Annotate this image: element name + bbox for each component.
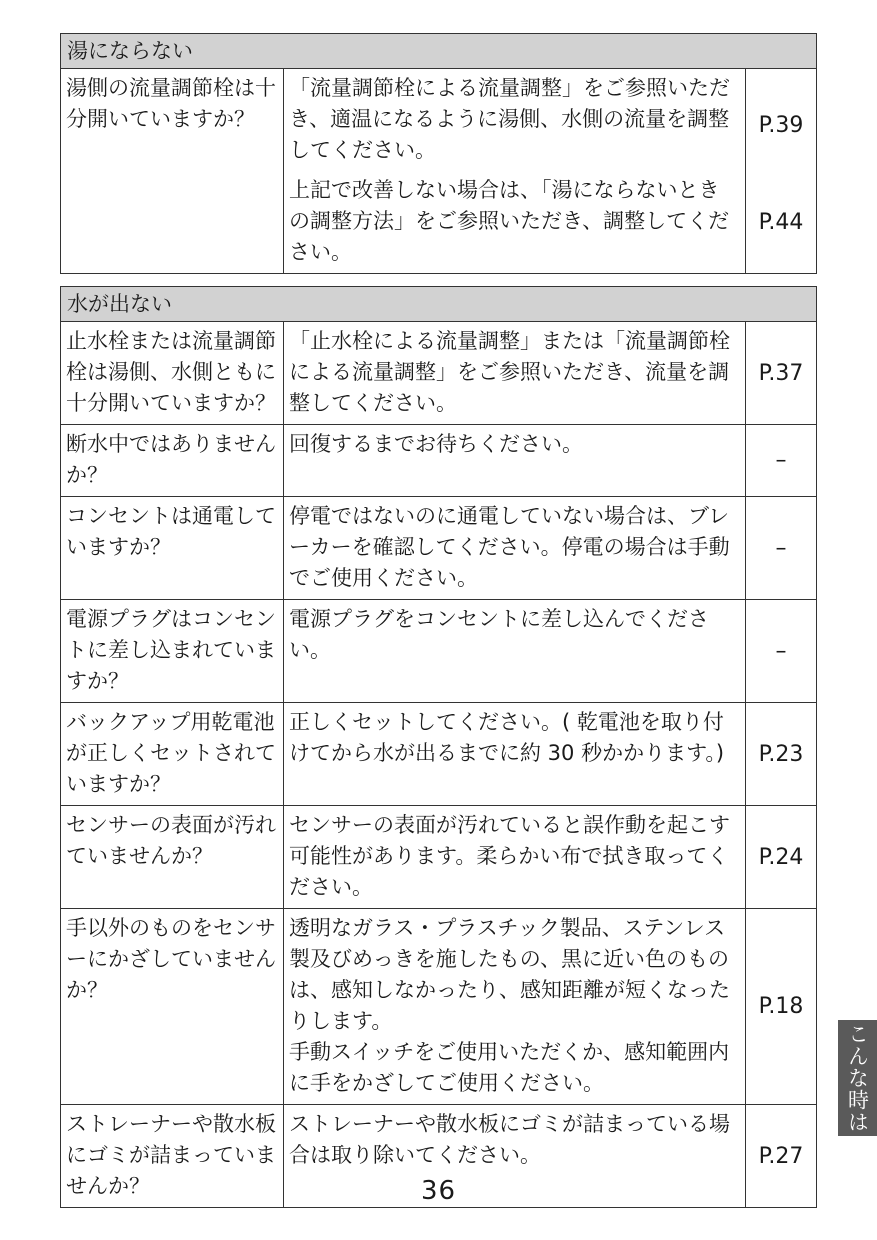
question-cell: ストレーナーや散水板にゴミが詰まっていませんか？ xyxy=(61,1105,284,1208)
question-cell: 止水栓または流量調節栓は湯側、水側ともに十分開いていますか？ xyxy=(61,322,284,425)
troubleshooting-table-no-water xyxy=(60,286,817,1208)
question-cell: 電源プラグはコンセントに差し込まれていますか？ xyxy=(61,600,284,703)
remedy-cell: 上記で改善しない場合は、「湯にならないときの調整方法」をご参照いただき、調整してください。 xyxy=(284,171,746,274)
table-row xyxy=(61,322,817,425)
question-cell: コンセントは通電していますか？ xyxy=(61,497,284,600)
remedy-cell: センサーの表面が汚れていると誤作動を起こす可能性があります。柔らかい布で拭き取ってください。 xyxy=(284,806,746,909)
remedy-cell xyxy=(284,909,746,1105)
remedy-cell: 回復するまでお待ちください。 xyxy=(284,425,746,497)
remedy-cell: 正しくセットしてください。( 乾電池を取り付けてから水が出るまでに約 30 秒かかります。) xyxy=(284,703,746,806)
remedy-cell: 電源プラグをコンセントに差し込んでください。 xyxy=(284,600,746,703)
question-cell: センサーの表面が汚れていませんか？ xyxy=(61,806,284,909)
troubleshooting-table-no-hot-water xyxy=(60,33,817,274)
page-reference: P.37 xyxy=(746,322,817,425)
remedy-cell: 停電ではないのに通電していない場合は、ブレーカーを確認してください。停電の場合は手動でご使用ください。 xyxy=(284,497,746,600)
question-cell: 湯側の流量調節栓は十分開いていますか？ xyxy=(61,69,284,274)
page-reference: P.24 xyxy=(746,806,817,909)
page-reference: P.18 xyxy=(746,909,817,1105)
table-row xyxy=(61,703,817,806)
table-row xyxy=(61,600,817,703)
question-cell: 断水中ではありませんか？ xyxy=(61,425,284,497)
table-row xyxy=(61,425,817,497)
page-reference: P.27 xyxy=(746,1105,817,1208)
page-reference: – xyxy=(746,600,817,703)
remedy-cell: 「止水栓による流量調整」または「流量調節栓による流量調整」をご参照いただき、流量を調整してください。 xyxy=(284,322,746,425)
page-number: 36 xyxy=(420,1176,457,1206)
section-header: 湯にならない xyxy=(61,34,817,69)
table-row xyxy=(61,806,817,909)
page-reference: – xyxy=(746,497,817,600)
remedy-text: 透明なガラス・プラスチック製品、ステンレス製及びめっきを施したもの、黒に近い色のものは、感知しなかったり、感知距離が短くなったりします。 xyxy=(289,916,730,1033)
question-cell: バックアップ用乾電池が正しくセットされていますか？ xyxy=(61,703,284,806)
question-cell: 手以外のものをセンサーにかざしていませんか？ xyxy=(61,909,284,1105)
remedy-cell: ストレーナーや散水板にゴミが詰まっている場合は取り除いてください。 xyxy=(284,1105,746,1208)
table-row xyxy=(61,909,817,1105)
side-index-tab: こんな時は xyxy=(838,1020,877,1136)
page-reference: P.39 xyxy=(746,69,817,172)
page-reference: – xyxy=(746,425,817,497)
page-reference: P.44 xyxy=(746,171,817,274)
table-row xyxy=(61,497,817,600)
remedy-text-extra: 手動スイッチをご使用いただくか、感知範囲内に手をかざしてご使用ください。 xyxy=(289,1040,730,1095)
section-header: 水が出ない xyxy=(61,287,817,322)
remedy-cell: 「流量調節栓による流量調整」をご参照いただき、適温になるように湯側、水側の流量を調整してください。 xyxy=(284,69,746,172)
page-reference: P.23 xyxy=(746,703,817,806)
